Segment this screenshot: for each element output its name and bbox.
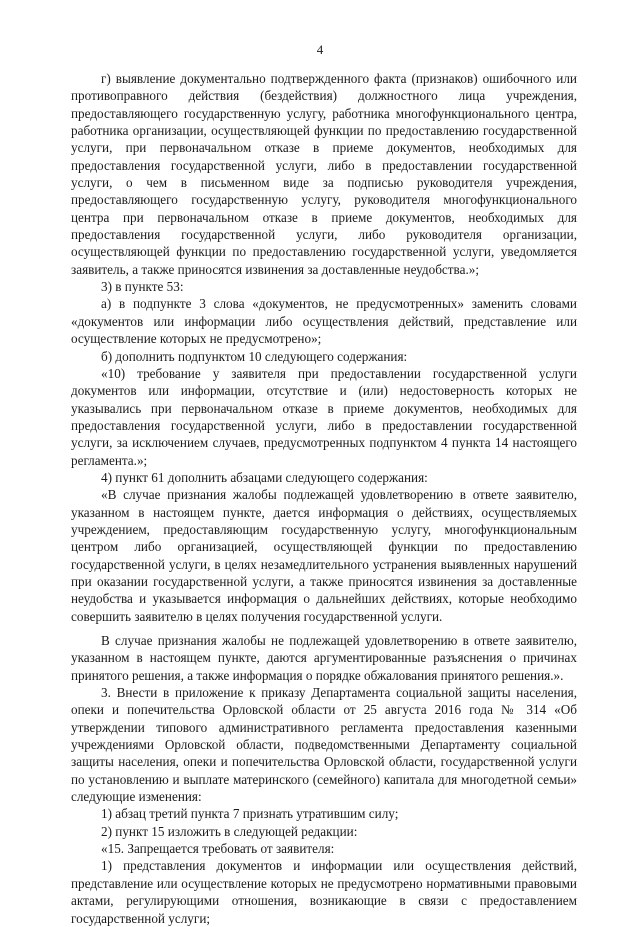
paragraph-7: «В случае признания жалобы подлежащей удовлетворению в ответе заявителю, указанном в настоящем пункте, дается информация о действиях, осуществляемых учреждением, предоставляющим государственную услугу, многофункциональным центром либо организацией, осуществляющей функции по предоставлению государственной услуги, в целях незамедлительного устранения выявленных нарушений при оказании государственной услуги, а также приносятся извинения за доставленные неудобства и указывается информация о дальнейших действиях, которые необходимо совершить заявителю в целях получения государственной услуги.	[71, 487, 577, 624]
paragraph-11: 2) пункт 15 изложить в следующей редакции:	[101, 823, 358, 839]
paragraph-1: г) выявление документально подтвержденного факта (признаков) ошибочного или противоправного действия (бездействия) должностного лица учреждения, предоставляющего государственную услугу, работника многофункционального центра, работника организации, осуществляющей функции по предоставлению государственной услуги, при первоначальном отказе в приеме документов, необходимых для предоставления государственной услуги, либо в предоставлении государственной услуги, о чем в письменном виде за подписью руководителя учреждения, предоставляющего государственную услугу, руководителя многофункционального центра при первоначальном отказе в приеме документов, необходимых для предоставления государственной услуги, либо руководителя организации, осуществляющей функции по предоставлению государственной услуги, уведомляется заявитель, а также приносятся извинения за доставленные неудобства.»;	[71, 71, 577, 277]
paragraph-5: «10) требование у заявителя при предоставлении государственной услуги документов или информации, отсутствие и (или) недостоверность которых не указывались при первоначальном отказе в приеме документов, необходимых для предоставления государственной услуги, либо в предоставлении государственной услуги, за исключением случаев, предусмотренных подпунктом 4 пункта 14 настоящего регламента.»;	[71, 365, 577, 468]
paragraph-10: 1) абзац третий пункта 7 признать утратившим силу;	[101, 806, 399, 822]
paragraph-6: 4) пункт 61 дополнить абзацами следующего содержания:	[101, 469, 428, 485]
paragraph-8: В случае признания жалобы не подлежащей удовлетворению в ответе заявителю, указанном в настоящем пункте, даются аргументированные разъяснения о причинах принятого решения, а также информация о порядке обжалования принятого решения.».	[71, 633, 577, 683]
page-number: 4	[316, 42, 324, 57]
paragraph-9: 3. Внести в приложение к приказу Департамента социальной защиты населения, опеки и попечительства Орловской области от 25 августа 2016 года № 314 «Об утверждении типового административного регламента предоставления казенными учреждениями Орловской области, подведомственными Департаменту социальной защиты населения, опеки и попечительства Орловской области, государственной услуги по установлению и выплате материнского (семейного) капитала для многодетной семьи» следующие изменения:	[71, 685, 577, 805]
paragraph-2: 3) в пункте 53:	[101, 279, 184, 295]
paragraph-13: 1) представления документов и информации или осуществления действий, представление или осуществление которых не предусмотрено нормативными правовыми актами, регулирующими отношения, возникающие в связи с предоставлением государственной услуги;	[71, 858, 577, 926]
paragraph-3: а) в подпункте 3 слова «документов, не предусмотренных» заменить словами «документов или информации либо осуществления действий, представление или осуществление которых не предусмотрено»;	[71, 296, 577, 347]
document-body	[71, 70, 577, 927]
paragraph-12: «15. Запрещается требовать от заявителя:	[101, 841, 335, 857]
paragraph-4: б) дополнить подпунктом 10 следующего содержания:	[101, 348, 408, 364]
